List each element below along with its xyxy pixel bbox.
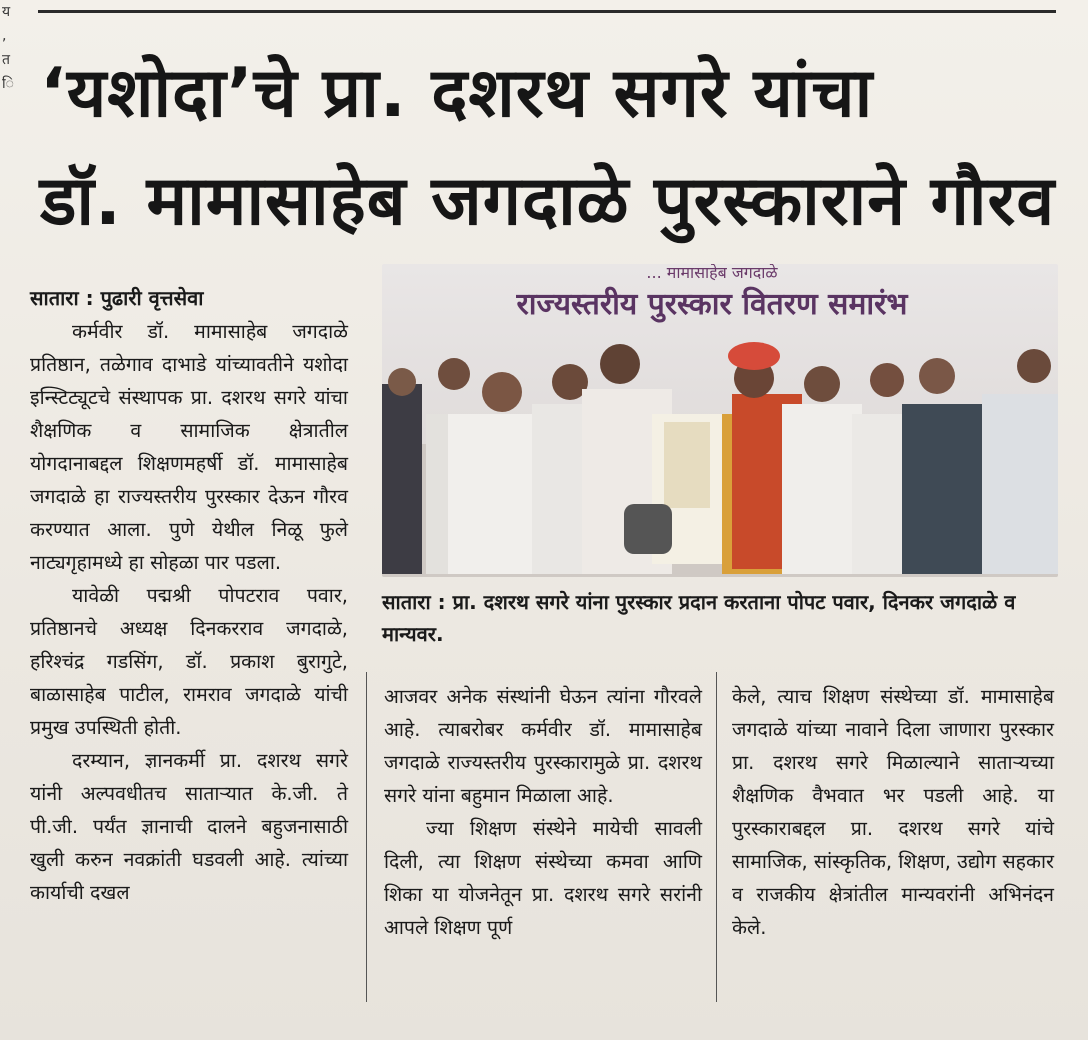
edge-char: य bbox=[2, 4, 11, 20]
top-rule bbox=[38, 10, 1056, 13]
article-column-1 bbox=[30, 282, 348, 909]
headline-line-1: ‘यशोदा’चे प्रा. दशरथ सगरे यांचा bbox=[40, 54, 874, 133]
edge-char: , bbox=[2, 28, 7, 44]
banner-main-text: राज्यस्तरीय पुरस्कार वितरण समारंभ bbox=[516, 287, 908, 322]
article-column-3 bbox=[732, 680, 1054, 944]
paragraph: कर्मवीर डॉ. मामासाहेब जगदाळे प्रतिष्ठान, तळेगाव दाभाडे यांच्यावतीने यशोदा इन्स्टिट्यूटचे संस्थापक प्रा. दशरथ सगरे यांचा शैक्षणिक व सामाजिक क्षेत्रातील योगदानाबद्दल शिक्षणमहर्षी डॉ. मामासाहेब जगदाळे हा राज्यस्तरीय पुरस्कार देऊन गौरव करण्यात आला. पुणे येथील निळू फुले नाट्यगृहामध्ये हा सोहळा पार पडला. bbox=[30, 320, 348, 574]
headline-line-2: डॉ. मामासाहेब जगदाळे पुरस्काराने गौरव bbox=[40, 162, 1056, 241]
photo-caption: सातारा : प्रा. दशरथ सगरे यांना पुरस्कार प्रदान करताना पोपट पवार, दिनकर जगदाळे व मान्यवर. bbox=[382, 590, 1016, 646]
paragraph: यावेळी पद्मश्री पोपटराव पवार, प्रतिष्ठानचे अध्यक्ष दिनकरराव जगदाळे, हरिश्चंद्र गडसिंग, डॉ. प्रकाश बुरागुटे, बाळासाहेब पाटील, रामराव जगदाळे यांची प्रमुख उपस्थिती होती. bbox=[30, 584, 348, 739]
paragraph: आजवर अनेक संस्थांनी घेऊन त्यांना गौरवले आहे. त्याबरोबर कर्मवीर डॉ. मामासाहेब जगदाळे राज्यस्तरीय पुरस्कारामुळे प्रा. दशरथ सगरे यांना बहुमान मिळाला आहे. bbox=[384, 685, 702, 807]
edge-char: त bbox=[2, 52, 10, 68]
column-divider bbox=[716, 672, 717, 1002]
edge-char: ि bbox=[2, 76, 14, 92]
event-photo bbox=[382, 264, 1058, 577]
column-divider bbox=[366, 672, 367, 1002]
dateline: सातारा : पुढारी वृत्तसेवा bbox=[30, 286, 204, 310]
article-column-2 bbox=[384, 680, 702, 944]
banner-top-text: ... मामासाहेब जगदाळे bbox=[646, 264, 778, 282]
paragraph: दरम्यान, ज्ञानकर्मी प्रा. दशरथ सगरे यांनी अल्पवधीतच साताऱ्यात के.जी. ते पी.जी. पर्यंत ज्ञानाची दालने बहुजनासाठी खुली करुन नवक्रांती घडवली आहे. त्यांच्या कार्याची दखल bbox=[30, 749, 348, 904]
paragraph: केले, त्याच शिक्षण संस्थेच्या डॉ. मामासाहेब जगदाळे यांच्या नावाने दिला जाणारा पुरस्कार प्रा. दशरथ सगरे मिळाल्याने साताऱ्यच्या शैक्षणिक वैभवात भर पडली आहे. या पुरस्काराबद्दल प्रा. दशरथ सगरे यांचे सामाजिक, सांस्कृतिक, शिक्षण, उद्योग सहकार व राजकीय क्षेत्रांतील मान्यवरांनी अभिनंदन केले. bbox=[732, 685, 1054, 939]
adjacent-column-edge bbox=[0, 0, 18, 130]
paragraph: ज्या शिक्षण संस्थेने मायेची सावली दिली, त्या शिक्षण संस्थेच्या कमवा आणि शिका या योजनेतून प्रा. दशरथ सगरे सरांनी आपले शिक्षण पूर्ण bbox=[384, 817, 702, 939]
